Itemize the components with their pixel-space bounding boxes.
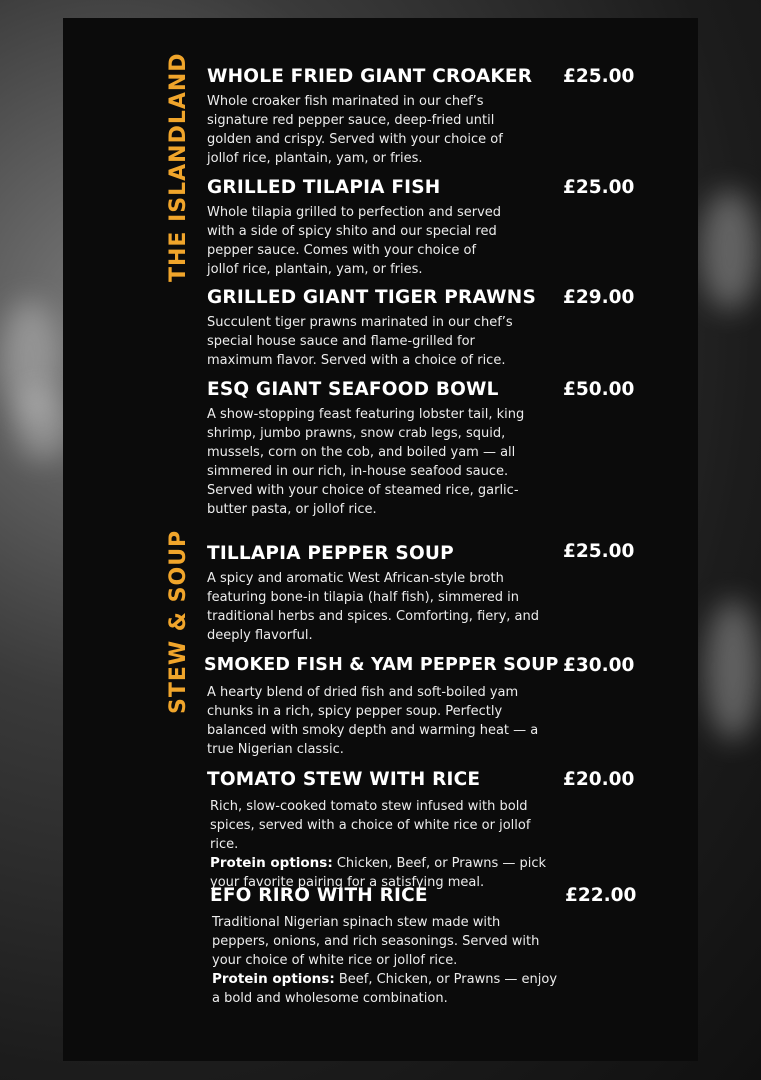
item-price: £30.00 [563,655,635,676]
background-bokeh [700,190,760,310]
item-price: £20.00 [563,769,635,790]
protein-options-text: Chicken, Beef, or Prawns — pick your favorite pairing for a satisfying meal. [210,856,547,890]
item-price: £22.00 [565,885,637,906]
item-name: EFO RIRO WITH RICE [210,885,428,906]
section-title-stew-soup: STEW & SOUP [166,529,191,714]
item-description-text: Rich, slow-cooked tomato stew infused with bold spices, served with a choice of white rice or jollof rice. [210,799,531,852]
item-name: GRILLED GIANT TIGER PRAWNS [207,287,536,308]
background-bokeh [15,390,70,460]
protein-options [212,970,557,1008]
item-price: £25.00 [563,66,635,87]
item-price: £29.00 [563,287,635,308]
item-description: A hearty blend of dried fish and soft-boiled yam chunks in a rich, spicy pepper soup. Perfectly balanced with smoky depth and warming heat — a true Nigerian classic. [207,685,539,757]
item-description-text: Traditional Nigerian spinach stew made with peppers, onions, and rich seasonings. Served with your choice of white rice or jollof rice. [212,915,540,968]
item-name: ESQ GIANT SEAFOOD BOWL [207,379,499,400]
item-name: GRILLED TILAPIA FISH [207,177,441,198]
section-title-islandland: THE ISLANDLAND [166,52,191,282]
item-name: WHOLE FRIED GIANT CROAKER [207,66,533,87]
item-price: £50.00 [563,379,635,400]
item-description [210,797,560,892]
item-description: Succulent tiger prawns marinated in our chef’s special house sauce and flame-grilled for maximum flavor. Served with a choice of rice. [207,315,513,368]
protein-options-text: Beef, Chicken, or Prawns — enjoy a bold and wholesome combination. [212,972,558,1006]
protein-options-label: Protein options: [210,855,333,871]
item-price: £25.00 [563,177,635,198]
item-description: A spicy and aromatic West African-style broth featuring bone-in tilapia (half fish), simmered in traditional herbs and spices. Comforting, fiery, and deeply flavorful. [207,571,540,643]
item-description: A show-stopping feast featuring lobster tail, king shrimp, jumbo prawns, snow crab legs, squid, mussels, corn on the cob, and boiled yam — all simmered in our rich, in-house seafood sauce. Served with your choice of steamed rice, garlic-butter pasta, or jollof rice. [207,407,525,517]
background-bokeh [705,600,761,740]
item-description: Whole croaker fish marinated in our chef’s signature red pepper sauce, deep-fried until golden and crispy. Served with your choice of jollof rice, plantain, yam, or fries. [207,94,503,166]
item-name: SMOKED FISH & YAM PEPPER SOUP [204,655,559,675]
item-description: Whole tilapia grilled to perfection and served with a side of spicy shito and our special red pepper sauce. Comes with your choice of jollof rice, plantain, yam, or fries. [207,205,502,277]
item-price: £25.00 [563,541,635,562]
protein-options-label: Protein options: [212,971,335,987]
item-name: TOMATO STEW WITH RICE [207,769,481,790]
item-description [212,913,557,1008]
item-name: TILLAPIA PEPPER SOUP [207,543,454,564]
